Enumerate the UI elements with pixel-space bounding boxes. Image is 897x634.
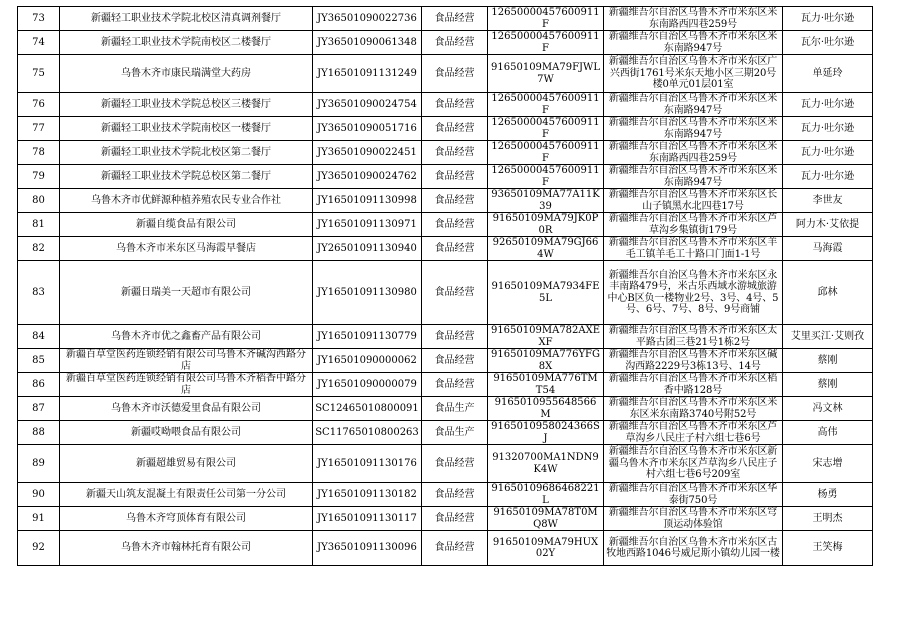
legal-representative: 宋志增 xyxy=(783,445,873,483)
row-number: 75 xyxy=(18,55,60,93)
credit-code: 91650109MA79HUX02Y xyxy=(488,531,604,566)
business-type: 食品经营 xyxy=(422,7,488,31)
credit-code: 12650000457600911F xyxy=(488,141,604,165)
entity-name: 新疆轻工职业技术学院南校区二楼餐厅 xyxy=(60,31,313,55)
legal-representative: 瓦力·吐尔逊 xyxy=(783,7,873,31)
table-row xyxy=(18,483,873,507)
entity-name: 新疆哎呦喂食品有限公司 xyxy=(60,421,313,445)
business-address: 新疆维吾尔自治区乌鲁木齐市米东区米东南路西四巷259号 xyxy=(604,141,783,165)
business-type: 食品生产 xyxy=(422,397,488,421)
row-number: 79 xyxy=(18,165,60,189)
legal-representative: 邱林 xyxy=(783,261,873,325)
license-number: JY16501091130779 xyxy=(313,325,422,349)
entity-name: 新疆天山筑友混凝土有限责任公司第一分公司 xyxy=(60,483,313,507)
business-address: 新疆维吾尔自治区乌鲁木齐市米东区米东南路947号 xyxy=(604,165,783,189)
legal-representative: 瓦力·吐尔逊 xyxy=(783,117,873,141)
business-address: 新疆维吾尔自治区乌鲁木齐市米东区芦草沟乡集镇街179号 xyxy=(604,213,783,237)
table-row xyxy=(18,31,873,55)
legal-representative: 瓦力·吐尔逊 xyxy=(783,93,873,117)
legal-representative: 阿力木·艾依提 xyxy=(783,213,873,237)
table-row xyxy=(18,531,873,566)
entity-name: 新疆百草堂医药连锁经销有限公司乌鲁木齐碱沟西路分店 xyxy=(60,349,313,373)
credit-code: 12650000457600911F xyxy=(488,165,604,189)
credit-code: 91320700MA1NDN9K4W xyxy=(488,445,604,483)
credit-code: 91650109686468221L xyxy=(488,483,604,507)
credit-code: 92650109MA79GJ664W xyxy=(488,237,604,261)
entity-name: 新疆轻工职业技术学院总校区三楼餐厅 xyxy=(60,93,313,117)
legal-representative: 瓦尔·吐尔逊 xyxy=(783,31,873,55)
license-number: JY16501091131249 xyxy=(313,55,422,93)
table-row xyxy=(18,237,873,261)
license-number: JY16501091130176 xyxy=(313,445,422,483)
table-row xyxy=(18,141,873,165)
business-address: 新疆维吾尔自治区乌鲁木齐市米东区米东南路西四巷259号 xyxy=(604,7,783,31)
business-type: 食品经营 xyxy=(422,373,488,397)
legal-representative: 瓦力·吐尔逊 xyxy=(783,165,873,189)
business-address: 新疆维吾尔自治区乌鲁木齐市米东区华泰街750号 xyxy=(604,483,783,507)
license-number: JY36501090022736 xyxy=(313,7,422,31)
legal-representative: 李世友 xyxy=(783,189,873,213)
entity-name: 乌鲁木齐市沃德爱里食品有限公司 xyxy=(60,397,313,421)
entity-name: 新疆轻工职业技术学院北校区第二餐厅 xyxy=(60,141,313,165)
license-number: JY16501091130117 xyxy=(313,507,422,531)
row-number: 78 xyxy=(18,141,60,165)
business-type: 食品经营 xyxy=(422,507,488,531)
entity-name: 乌鲁木齐市优之鑫畜产品有限公司 xyxy=(60,325,313,349)
license-table xyxy=(17,6,873,566)
credit-code: 12650000457600911F xyxy=(488,117,604,141)
business-type: 食品经营 xyxy=(422,31,488,55)
legal-representative: 艾里买江·艾则孜 xyxy=(783,325,873,349)
table-row xyxy=(18,93,873,117)
legal-representative: 蔡刚 xyxy=(783,349,873,373)
license-number: JY16501090000062 xyxy=(313,349,422,373)
table-row xyxy=(18,189,873,213)
credit-code: 9165010958024366SJ xyxy=(488,421,604,445)
entity-name: 新疆轻工职业技术学院总校区第二餐厅 xyxy=(60,165,313,189)
license-number: JY16501091130980 xyxy=(313,261,422,325)
legal-representative: 高伟 xyxy=(783,421,873,445)
entity-name: 新疆超雄贸易有限公司 xyxy=(60,445,313,483)
entity-name: 乌鲁木齐市优鲜源种植养殖农民专业合作社 xyxy=(60,189,313,213)
business-type: 食品经营 xyxy=(422,445,488,483)
business-address: 新疆维吾尔自治区乌鲁木齐市米东区永丰南路479号，米古乐西域水游城旅游中心B区负一楼物业2号、3号、4号、5号、6号、7号、8号、9号商铺 xyxy=(604,261,783,325)
credit-code: 91650109MA782AXEXF xyxy=(488,325,604,349)
table-row xyxy=(18,261,873,325)
row-number: 73 xyxy=(18,7,60,31)
business-type: 食品经营 xyxy=(422,531,488,566)
business-type: 食品经营 xyxy=(422,165,488,189)
row-number: 74 xyxy=(18,31,60,55)
row-number: 81 xyxy=(18,213,60,237)
table-row xyxy=(18,213,873,237)
table-row xyxy=(18,445,873,483)
business-type: 食品经营 xyxy=(422,141,488,165)
entity-name: 新疆日瑞美一天超市有限公司 xyxy=(60,261,313,325)
business-type: 食品经营 xyxy=(422,93,488,117)
legal-representative: 马海霞 xyxy=(783,237,873,261)
row-number: 85 xyxy=(18,349,60,373)
row-number: 86 xyxy=(18,373,60,397)
row-number: 80 xyxy=(18,189,60,213)
table-row xyxy=(18,7,873,31)
table-row xyxy=(18,55,873,93)
credit-code: 12650000457600911F xyxy=(488,7,604,31)
table-row xyxy=(18,325,873,349)
license-number: JY36501090024754 xyxy=(313,93,422,117)
credit-code: 12650000457600911F xyxy=(488,93,604,117)
table-row xyxy=(18,421,873,445)
entity-name: 乌鲁木齐市康民瑞满堂大药房 xyxy=(60,55,313,93)
business-type: 食品经营 xyxy=(422,349,488,373)
business-address: 新疆维吾尔自治区乌鲁木齐市米东区古牧地西路1046号威尼斯小镇幼儿园一楼 xyxy=(604,531,783,566)
row-number: 77 xyxy=(18,117,60,141)
row-number: 90 xyxy=(18,483,60,507)
document-page xyxy=(17,6,873,566)
legal-representative: 蔡刚 xyxy=(783,373,873,397)
business-type: 食品经营 xyxy=(422,189,488,213)
business-address: 新疆维吾尔自治区乌鲁木齐市米东区新疆乌鲁木齐市米东区芦草沟乡八民庄子村六组七巷6号209室 xyxy=(604,445,783,483)
credit-code: 9165010955648566M xyxy=(488,397,604,421)
table-body xyxy=(18,7,873,566)
entity-name: 新疆百草堂医药连锁经销有限公司乌鲁木齐稻香中路分店 xyxy=(60,373,313,397)
business-address: 新疆维吾尔自治区乌鲁木齐市米东区太平路古团三巷21号1栋2号 xyxy=(604,325,783,349)
legal-representative: 冯文林 xyxy=(783,397,873,421)
business-type: 食品经营 xyxy=(422,325,488,349)
table-row xyxy=(18,373,873,397)
credit-code: 91650109MA776TMT54 xyxy=(488,373,604,397)
legal-representative: 瓦力·吐尔逊 xyxy=(783,141,873,165)
row-number: 91 xyxy=(18,507,60,531)
row-number: 92 xyxy=(18,531,60,566)
business-type: 食品经营 xyxy=(422,483,488,507)
row-number: 83 xyxy=(18,261,60,325)
credit-code: 91650109MA78T0MQ8W xyxy=(488,507,604,531)
credit-code: 91650109MA79FJWL7W xyxy=(488,55,604,93)
table-row xyxy=(18,507,873,531)
license-number: JY36501090024762 xyxy=(313,165,422,189)
business-type: 食品经营 xyxy=(422,55,488,93)
entity-name: 新疆轻工职业技术学院南校区一楼餐厅 xyxy=(60,117,313,141)
business-address: 新疆维吾尔自治区乌鲁木齐市米东区羊毛工镇羊毛工十路口门面1-1号 xyxy=(604,237,783,261)
license-number: SC12465010800091 xyxy=(313,397,422,421)
business-address: 新疆维吾尔自治区乌鲁木齐市米东区米东南路947号 xyxy=(604,31,783,55)
credit-code: 12650000457600911F xyxy=(488,31,604,55)
credit-code: 91650109MA79JK0P0R xyxy=(488,213,604,237)
table-row xyxy=(18,397,873,421)
row-number: 87 xyxy=(18,397,60,421)
business-address: 新疆维吾尔自治区乌鲁木齐市米东区稻香中路128号 xyxy=(604,373,783,397)
row-number: 76 xyxy=(18,93,60,117)
license-number: JY16501091130998 xyxy=(313,189,422,213)
license-number: JY16501090000079 xyxy=(313,373,422,397)
entity-name: 新疆轻工职业技术学院北校区清真调剂餐厅 xyxy=(60,7,313,31)
license-number: JY26501091130940 xyxy=(313,237,422,261)
legal-representative: 单延玲 xyxy=(783,55,873,93)
business-address: 新疆维吾尔自治区乌鲁木齐市米东区长山子镇黑水北四巷17号 xyxy=(604,189,783,213)
business-type: 食品经营 xyxy=(422,237,488,261)
table-row xyxy=(18,117,873,141)
license-number: JY16501091130971 xyxy=(313,213,422,237)
business-type: 食品经营 xyxy=(422,117,488,141)
business-address: 新疆维吾尔自治区乌鲁木齐市米东区米东区米东南路3740号附52号 xyxy=(604,397,783,421)
legal-representative: 杨勇 xyxy=(783,483,873,507)
license-number: SC11765010800263 xyxy=(313,421,422,445)
entity-name: 乌鲁木齐穹顶体育有限公司 xyxy=(60,507,313,531)
entity-name: 乌鲁木齐市米东区马海霞早餐店 xyxy=(60,237,313,261)
license-number: JY36501090051716 xyxy=(313,117,422,141)
license-number: JY36501090061348 xyxy=(313,31,422,55)
business-type: 食品经营 xyxy=(422,261,488,325)
business-address: 新疆维吾尔自治区乌鲁木齐市米东区广兴西街1761号米东天地小区三期20号楼0单元01层01室 xyxy=(604,55,783,93)
business-address: 新疆维吾尔自治区乌鲁木齐市米东区碱沟西路2229号3栋13号、14号 xyxy=(604,349,783,373)
credit-code: 91650109MA776YFG8X xyxy=(488,349,604,373)
legal-representative: 王笑梅 xyxy=(783,531,873,566)
table-row xyxy=(18,349,873,373)
business-address: 新疆维吾尔自治区乌鲁木齐市米东区米东南路947号 xyxy=(604,93,783,117)
row-number: 82 xyxy=(18,237,60,261)
row-number: 89 xyxy=(18,445,60,483)
business-address: 新疆维吾尔自治区乌鲁木齐市米东区米东南路947号 xyxy=(604,117,783,141)
legal-representative: 王明杰 xyxy=(783,507,873,531)
business-type: 食品生产 xyxy=(422,421,488,445)
row-number: 84 xyxy=(18,325,60,349)
entity-name: 新疆自缆食品有限公司 xyxy=(60,213,313,237)
entity-name: 乌鲁木齐市翰林托育有限公司 xyxy=(60,531,313,566)
credit-code: 91650109MA7934FE5L xyxy=(488,261,604,325)
license-number: JY36501091130096 xyxy=(313,531,422,566)
business-address: 新疆维吾尔自治区乌鲁木齐市米东区芦草沟乡八民庄子村六组七巷6号 xyxy=(604,421,783,445)
business-address: 新疆维吾尔自治区乌鲁木齐市米东区穹顶运动体验馆 xyxy=(604,507,783,531)
license-number: JY36501090022451 xyxy=(313,141,422,165)
row-number: 88 xyxy=(18,421,60,445)
credit-code: 93650109MA77A11K39 xyxy=(488,189,604,213)
license-number: JY16501091130182 xyxy=(313,483,422,507)
table-row xyxy=(18,165,873,189)
business-type: 食品经营 xyxy=(422,213,488,237)
